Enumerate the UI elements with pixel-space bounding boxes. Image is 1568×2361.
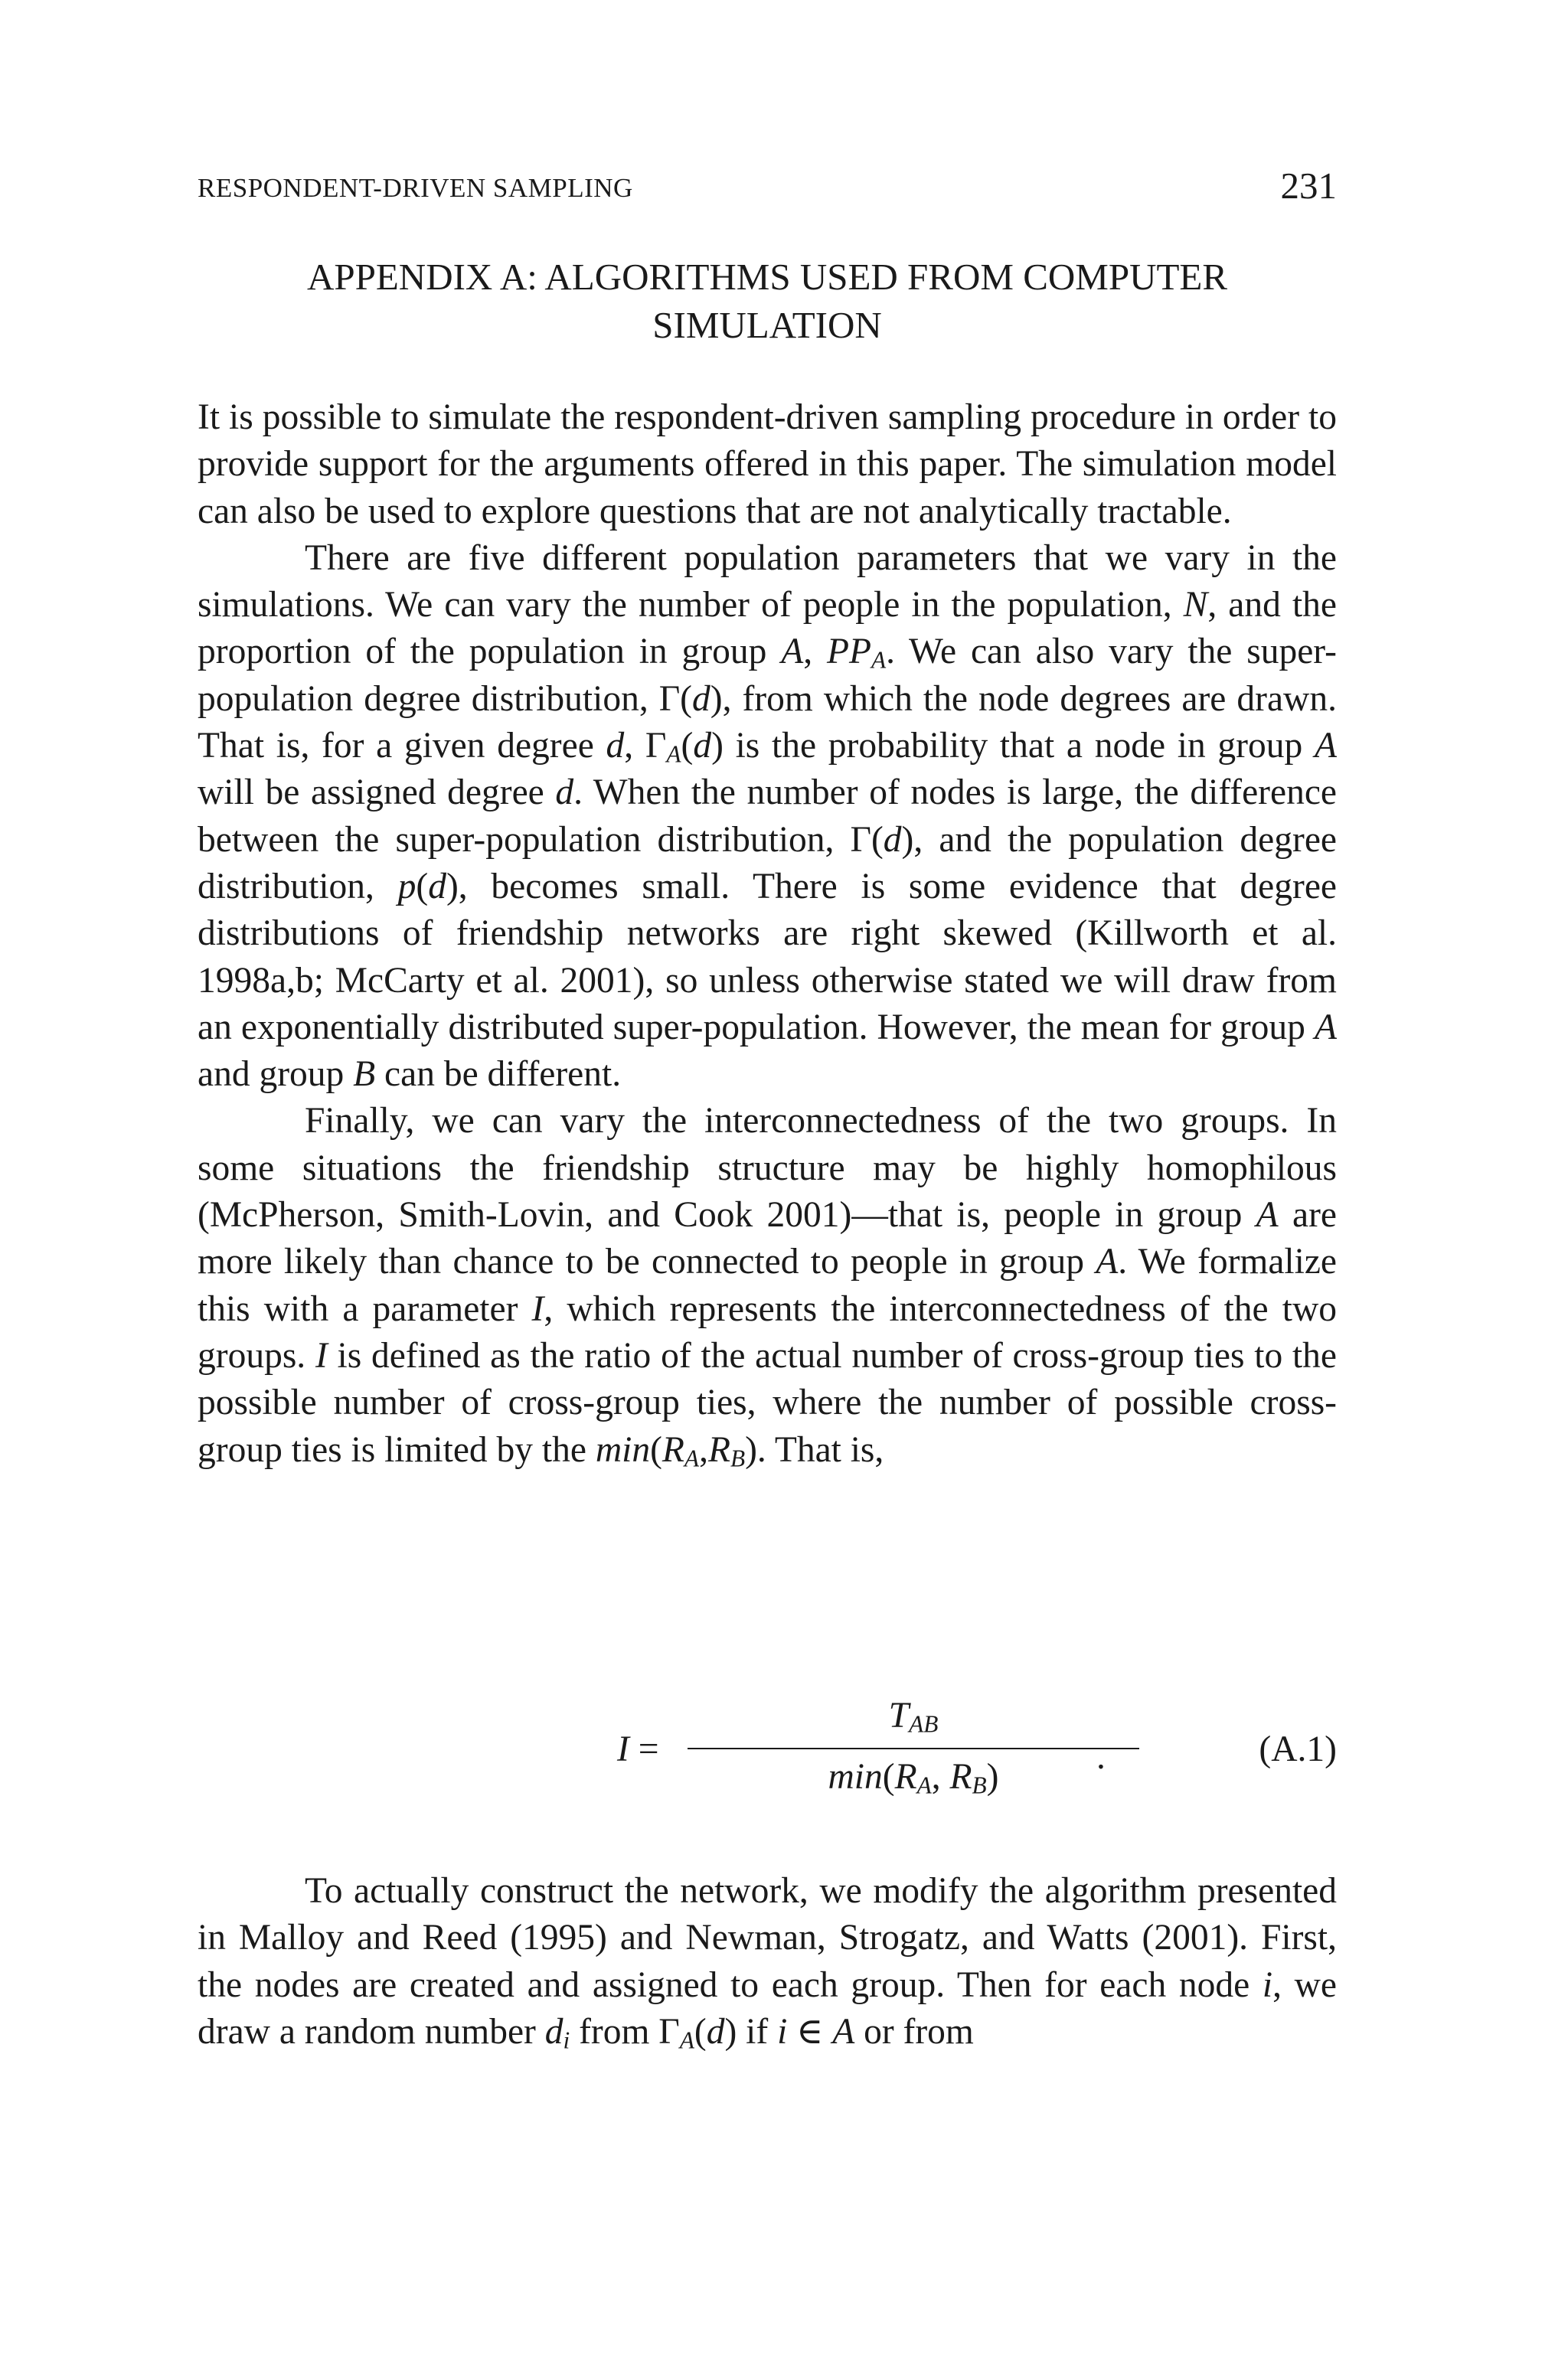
equation-period: .	[1096, 1737, 1106, 1777]
body-text-lower	[198, 1868, 1337, 2056]
paragraph-network-construction: To actually construct the network, we modify the algorithm presented in Malloy and Reed (1995) and Newman, Strogatz, and Watts (2001). First, the nodes are created and assigned to each group. Then for each node i, we draw a random number $d_i$ from $\Gamma_A(d)$ if i ∈ A or from	[198, 1871, 1338, 2054]
equation-numerator: $T_{AB}$	[888, 1696, 939, 1738]
appendix-title	[198, 253, 1337, 349]
appendix-title-line-1: APPENDIX A: ALGORITHMS USED FROM COMPUTER	[306, 256, 1228, 298]
equation-lhs: I =	[617, 1729, 659, 1769]
equation-a1	[198, 1692, 1337, 1799]
body-text-upper	[198, 394, 1337, 1474]
equation-denominator: $\min(R_A$, $R_B$)	[828, 1757, 999, 1799]
equation-label: (A.1)	[1259, 1729, 1337, 1769]
fraction-bar	[688, 1748, 1139, 1749]
appendix-title-line-2: SIMULATION	[652, 304, 882, 346]
paragraph-population-parameters: There are five different population parameters that we vary in the simulations. We can vary the number of people in the population, N, and the proportion of the population in group A, $PP_A$. We can also vary the super-population degree distribution, Γ(d), from which the node degrees are drawn. That is, for a given degree d, $\Gamma_A(d)$ is the probability that a node in group A will be assigned degree d. When the number of nodes is large, the difference between the super-population distribution, Γ(d), and the population degree distribution, p(d), becomes small. There is some evidence that degree distributions of friendship networks are right skewed (Killworth et al. 1998a,b; McCarty et al. 2001), so unless otherwise stated we will draw from an exponentially distributed super-population. However, the mean for group A and group B can be different.	[198, 537, 1337, 1095]
page-number: 231	[1280, 165, 1337, 207]
paragraph-simulation-intro: It is possible to simulate the respondent-driven sampling procedure in order to provide support for the arguments offered in this paper. The simulation model can also be used to explore questions that are not analytically tractable.	[198, 397, 1337, 531]
running-head: RESPONDENT-DRIVEN SAMPLING	[198, 173, 633, 203]
paragraph-interconnectedness: Finally, we can vary the interconnectedness of the two groups. In some situations the friendship structure may be highly homophilous (McPherson, Smith-Lovin, and Cook 2001)—that is, people in group A are more likely than chance to be connected to people in group A. We formalize this with a parameter I, which represents the interconnectedness of the two groups. I is defined as the ratio of the actual number of cross-group ties to the possible number of cross-group ties, where the number of possible cross-group ties is limited by the $\min(R_A,R_B)$. That is,	[198, 1101, 1337, 1471]
